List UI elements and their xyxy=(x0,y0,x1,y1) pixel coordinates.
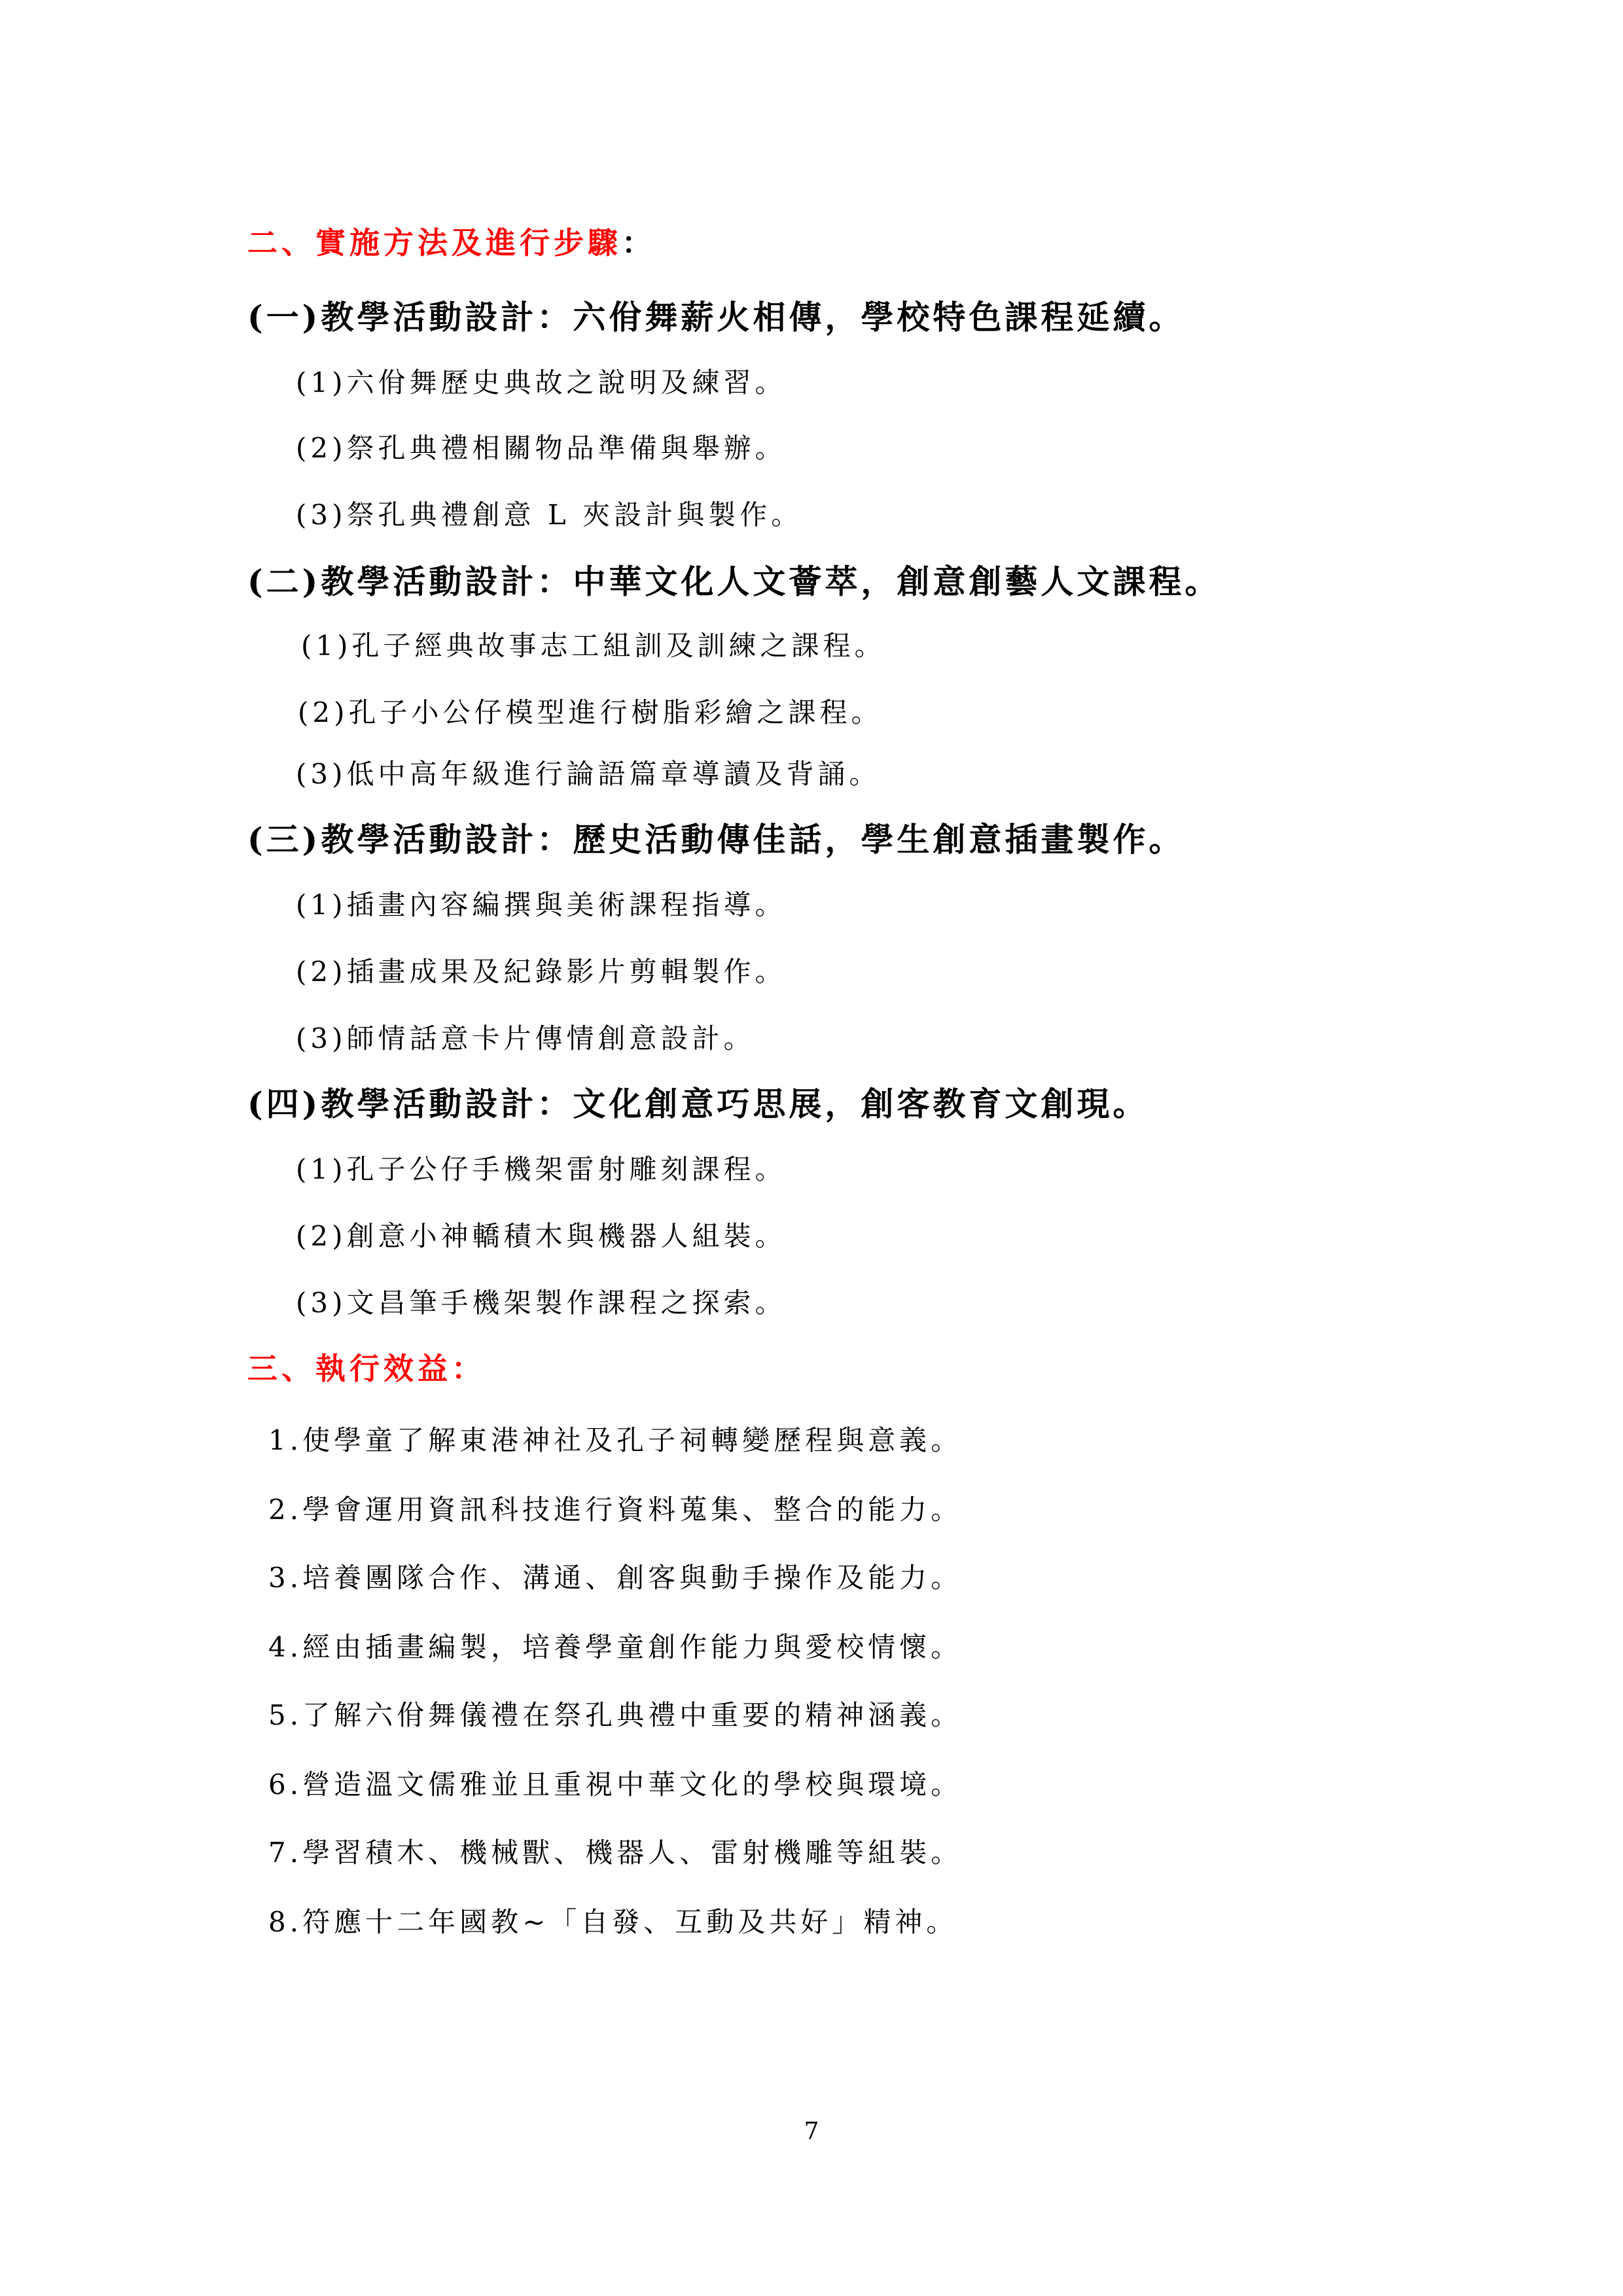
section-3-title-text: 三、執行效益： xyxy=(247,1351,486,1386)
benefit-item-6: 6.營造溫文儒雅並且重視中華文化的學校與環境。 xyxy=(268,1768,963,1801)
benefit-item-1: 1.使學童了解東港神社及孔子祠轉變歷程與意義。 xyxy=(268,1424,963,1456)
activity-4-item-1: (1)孔子公仔手機架雷射雕刻課程。 xyxy=(296,1153,787,1185)
activity-2-item-1: (1)孔子經典故事志工組訓及訓練之課程。 xyxy=(301,630,886,662)
activity-2-item-2: (2)孔子小公仔模型進行樹脂彩繪之課程。 xyxy=(298,696,883,728)
activity-heading-3: (三)教學活動設計：歷史活動傳佳話，學生創意插畫製作。 xyxy=(247,820,1185,859)
activity-heading-2: (二)教學活動設計：中華文化人文薈萃，創意創藝人文課程。 xyxy=(247,562,1221,601)
activity-heading-4: (四)教學活動設計：文化創意巧思展，創客教育文創現。 xyxy=(247,1085,1149,1123)
activity-4-item-3: (3)文昌筆手機架製作課程之探索。 xyxy=(296,1287,787,1319)
activity-1-item-2: (2)祭孔典禮相關物品準備與舉辦。 xyxy=(296,432,787,464)
section-2-title-colon: ： xyxy=(622,225,656,260)
benefit-item-5: 5.了解六佾舞儀禮在祭孔典禮中重要的精神涵義。 xyxy=(268,1699,963,1731)
activity-1-item-3: (3)祭孔典禮創意 L 夾設計與製作。 xyxy=(296,499,803,531)
benefit-item-7: 7.學習積木、機械獸、機器人、雷射機雕等組裝。 xyxy=(268,1837,963,1869)
activity-1-item-1: (1)六佾舞歷史典故之說明及練習。 xyxy=(296,367,787,399)
activity-heading-1: (一)教學活動設計：六佾舞薪火相傳，學校特色課程延續。 xyxy=(247,298,1185,336)
benefit-item-3: 3.培養團隊合作、溝通、創客與動手操作及能力。 xyxy=(268,1562,963,1594)
activity-3-item-2: (2)插畫成果及紀錄影片剪輯製作。 xyxy=(296,956,787,988)
benefit-item-4: 4.經由插畫編製，培養學童創作能力與愛校情懷。 xyxy=(268,1631,963,1663)
activity-4-item-2: (2)創意小神轎積木與機器人組裝。 xyxy=(296,1220,787,1252)
activity-3-item-3: (3)師情話意卡片傳情創意設計。 xyxy=(296,1022,755,1054)
benefit-item-2: 2.學會運用資訊科技進行資料蒐集、整合的能力。 xyxy=(268,1494,963,1526)
section-2-title-text: 二、實施方法及進行步驟 xyxy=(247,225,622,260)
activity-2-item-3: (3)低中高年級進行論語篇章導讀及背誦。 xyxy=(296,758,881,790)
activity-3-item-1: (1)插畫內容編撰與美術課程指導。 xyxy=(296,889,787,921)
section-2-title xyxy=(247,225,656,260)
benefit-item-8: 8.符應十二年國教~「自發、互動及共好」精神。 xyxy=(268,1906,958,1938)
page-number: 7 xyxy=(804,2118,819,2145)
section-3-title xyxy=(247,1351,486,1386)
